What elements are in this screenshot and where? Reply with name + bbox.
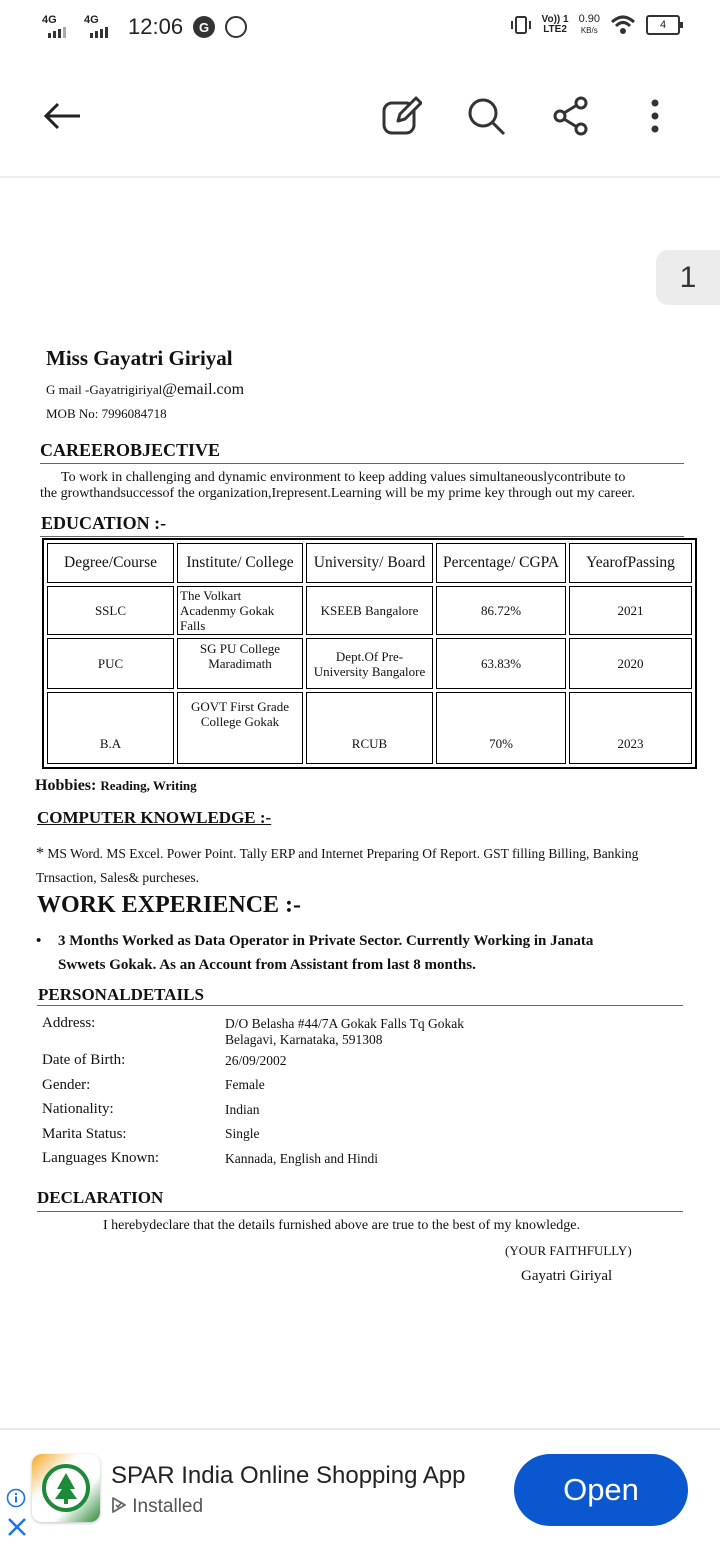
back-arrow-icon[interactable] (38, 92, 86, 140)
work-experience-heading: WORK EXPERIENCE :- (37, 892, 302, 918)
table-row (47, 638, 692, 689)
candidate-name: Miss Gayatri Giriyal (46, 346, 233, 370)
table-row (47, 586, 692, 635)
computer-knowledge-text: * MS Word. MS Excel. Power Point. Tally ERP and Internet Preparing Of Report. GST filling Billing, Banking Trnsaction, Sales& purcheses. (36, 845, 639, 885)
ad-app-title[interactable]: SPAR India Online Shopping App (111, 1462, 466, 1489)
status-bar (0, 0, 720, 56)
table-cell: PUC (47, 638, 174, 689)
column-header: Percentage/ CGPA (436, 543, 566, 583)
vibrate-icon (510, 14, 532, 36)
table-cell: 2020 (569, 638, 692, 689)
more-vert-icon[interactable] (631, 92, 679, 140)
page-number-indicator: 1 (656, 250, 720, 305)
spar-app-logo[interactable] (32, 1454, 100, 1522)
hobbies: Hobbies: Reading, Writing (35, 777, 197, 794)
wifi-icon (610, 14, 636, 36)
vpn-icon (225, 16, 247, 38)
toolbar (0, 56, 720, 178)
signal-icon (40, 14, 72, 40)
signature-name: Gayatri Giriyal (521, 1268, 613, 1284)
divider (40, 536, 684, 537)
email-line: G mail -Gayatrigiriyal@email.com (46, 381, 245, 398)
career-objective-text: To work in challenging and dynamic environment to keep adding values simultaneouslycontribute to the growthandsuccessof the organization,Irepresent.Learning will be my prime key through out my career. (40, 470, 635, 501)
address-label: Address: (42, 1015, 96, 1031)
table-cell: Dept.Of Pre-University Bangalore (306, 638, 433, 689)
edit-icon[interactable] (377, 92, 425, 140)
nationality-value: Indian (225, 1102, 260, 1117)
gender-label: Gender: (42, 1077, 91, 1093)
address-value: D/O Belasha #44/7A Gokak Falls Tq Gokak Belagavi, Karnataka, 591308 (225, 1016, 464, 1047)
g-notification-icon: G (193, 16, 215, 38)
table-cell: SSLC (47, 586, 174, 635)
clock: 12:06 (128, 14, 184, 39)
languages-value: Kannada, English and Hindi (225, 1151, 378, 1166)
gender-value: Female (225, 1077, 265, 1092)
yours-faithfully: (YOUR FAITHFULLY) (505, 1243, 632, 1258)
table-header-row (47, 543, 692, 583)
table-cell: 2023 (569, 692, 692, 764)
open-app-button[interactable]: Open (514, 1454, 688, 1526)
ad-close-icon[interactable] (6, 1516, 28, 1538)
languages-label: Languages Known: (42, 1150, 160, 1166)
education-table (42, 538, 697, 769)
table-cell: RCUB (306, 692, 433, 764)
marital-status-value: Single (225, 1126, 260, 1141)
network-type-2: 4G (84, 14, 99, 26)
dob-label: Date of Birth: (42, 1052, 126, 1068)
spar-logo-icon (41, 1463, 91, 1513)
divider (37, 1005, 683, 1006)
table-cell: KSEEB Bangalore (306, 586, 433, 635)
table-cell: 2021 (569, 586, 692, 635)
marital-status-label: Marita Status: (42, 1126, 127, 1142)
career-objective-heading: CAREEROBJECTIVE (40, 440, 221, 460)
table-cell: 63.83% (436, 638, 566, 689)
ad-banner[interactable] (0, 1428, 720, 1546)
table-cell: GOVT First Grade College Gokak (177, 692, 303, 764)
work-experience-item: • 3 Months Worked as Data Operator in Private Sector. Currently Working in Janata Swwets Gokak. As an Account from Assistant from last 8 months. (36, 933, 594, 973)
search-icon[interactable] (462, 92, 510, 140)
table-cell: 70% (436, 692, 566, 764)
play-store-icon (111, 1497, 127, 1513)
nationality-label: Nationality: (42, 1101, 114, 1117)
table-cell: B.A (47, 692, 174, 764)
volte-indicator: Vo)) 1 LTE2 (541, 14, 569, 35)
divider (37, 1211, 683, 1212)
signal-icon-2 (82, 14, 114, 40)
dob-value: 26/09/2002 (225, 1053, 287, 1068)
personal-details-heading: PERSONALDETAILS (38, 985, 204, 1004)
column-header: Institute/ College (177, 543, 303, 583)
declaration-text: I herebydeclare that the details furnished above are true to the best of my knowledge. (103, 1218, 580, 1233)
table-row (47, 692, 692, 764)
network-type: 4G (42, 14, 57, 26)
declaration-heading: DECLARATION (37, 1188, 164, 1207)
computer-knowledge-heading: COMPUTER KNOWLEDGE :- (37, 808, 272, 827)
ad-info-icon[interactable] (6, 1488, 26, 1508)
column-header: YearofPassing (569, 543, 692, 583)
column-header: Degree/Course (47, 543, 174, 583)
divider (40, 463, 684, 464)
table-cell: The Volkart Acadenmy Gokak Falls (177, 586, 303, 635)
table-cell: SG PU College Maradimath (177, 638, 303, 689)
column-header: University/ Board (306, 543, 433, 583)
battery-icon: 4 (646, 15, 680, 35)
table-cell: 86.72% (436, 586, 566, 635)
education-heading: EDUCATION :- (41, 513, 167, 533)
network-speed: 0.90 KB/s (578, 13, 600, 35)
share-icon[interactable] (547, 92, 595, 140)
mobile-number: MOB No: 7996084718 (46, 406, 167, 421)
ad-install-status: Installed (111, 1496, 203, 1518)
